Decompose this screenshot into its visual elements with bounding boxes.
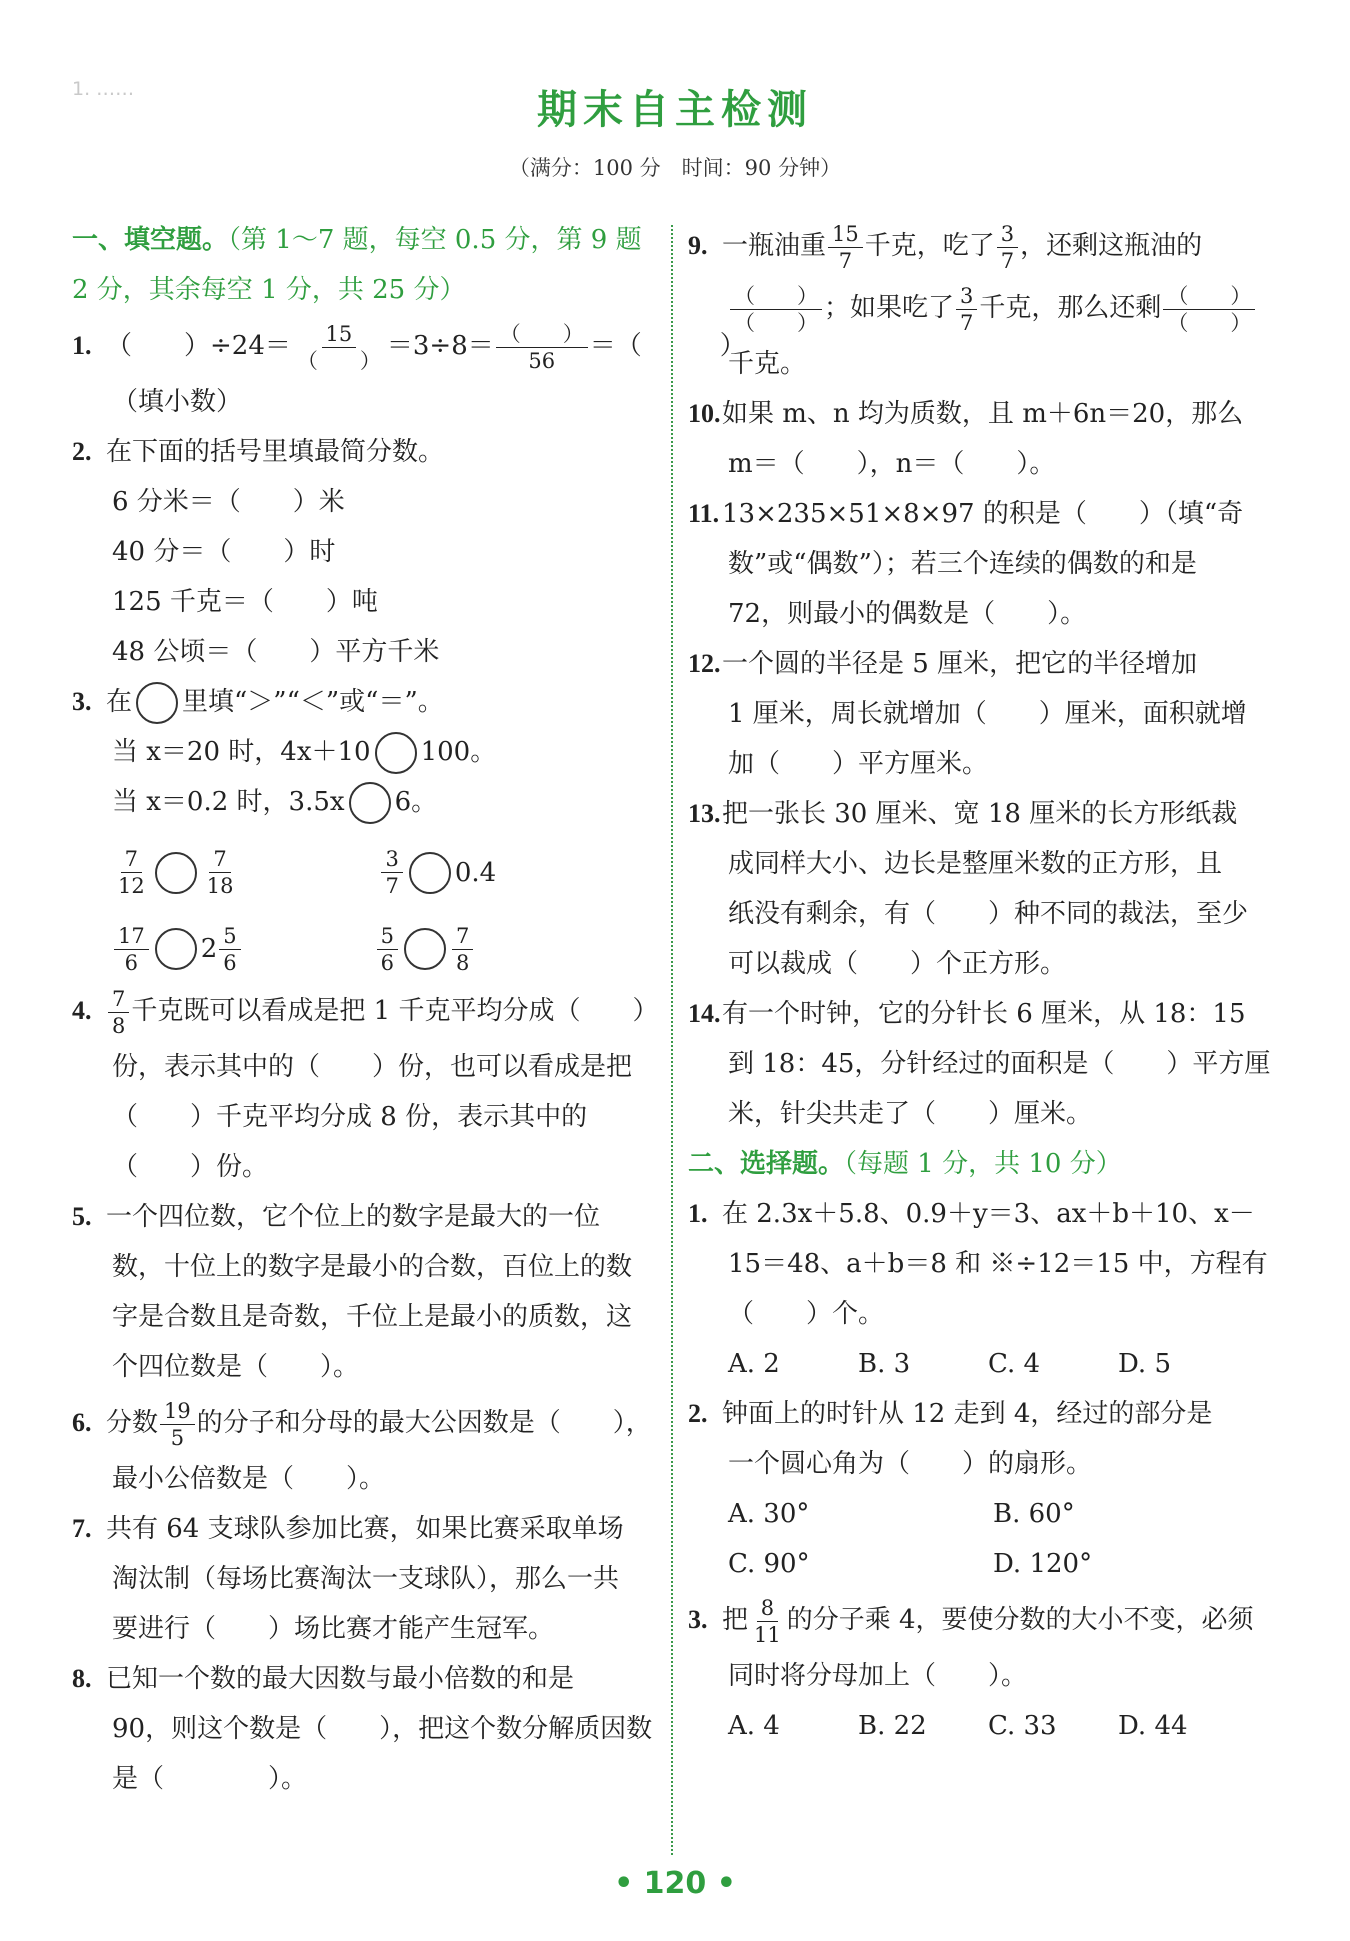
q4-l2: 份，表示其中的（ ）份，也可以看成是把: [112, 1052, 633, 1082]
right-column: [688, 215, 1271, 1751]
q9-fraction-2: [997, 221, 1018, 274]
q10-l2: m＝（ ），n＝（ ）。: [728, 449, 1056, 479]
frac-num: （ ）: [1163, 283, 1255, 310]
q1-mid: ＝3÷8＝: [386, 331, 494, 361]
q8-number: 8.: [72, 1664, 92, 1693]
q7-l3: 要进行（ ）场比赛才能产生冠军。: [112, 1614, 555, 1644]
q10: [688, 389, 1268, 439]
q9-d: ；如果吃了: [824, 293, 955, 323]
q3-pair-3: [112, 918, 243, 980]
q9: [688, 215, 1268, 277]
q6-post: 的分子和分母的最大公因数是（ ），: [196, 1408, 652, 1438]
c3-option-d[interactable]: D. 44: [1118, 1711, 1188, 1741]
q1-frac1-num: 15: [322, 321, 357, 348]
fraction: [203, 846, 238, 899]
c2-l2: 一个圆心角为（ ）的扇形。: [728, 1449, 1093, 1479]
q3-pair-4: [375, 923, 476, 976]
frac-den: 8: [456, 950, 470, 975]
c2-number: 2.: [688, 1399, 708, 1428]
frac-num: 7: [121, 846, 142, 873]
q3-text-b: 里填“＞”“＜”或“＝”。: [182, 687, 444, 717]
q3-pair-2: [379, 842, 496, 904]
c3-option-a[interactable]: A. 4: [728, 1711, 780, 1741]
c3-number: 3.: [688, 1605, 708, 1634]
q7-l1: 共有 64 支球队参加比赛，如果比赛采取单场: [106, 1514, 624, 1544]
answer-circle[interactable]: [375, 732, 417, 774]
c2-option-d[interactable]: D. 120°: [993, 1549, 1093, 1579]
q8-l1: 已知一个数的最大因数与最小倍数的和是: [106, 1664, 575, 1694]
frac-num: 3: [956, 283, 977, 310]
q13: [688, 789, 1268, 839]
q7: [72, 1504, 657, 1554]
q2: [72, 427, 657, 477]
section1-note: （第 1～7 题，每空 0.5 分，第 9 题: [228, 225, 642, 255]
q4-fraction: [108, 986, 129, 1039]
frac-den: （ ）: [1167, 310, 1252, 335]
c3: [688, 1589, 1268, 1651]
q2-text: 在下面的括号里填最简分数。: [106, 437, 445, 467]
frac-num: 5: [219, 923, 240, 950]
q5-l4: 个四位数是（ ）。: [112, 1352, 360, 1382]
frac-den: 7: [385, 874, 399, 898]
q10-number: 10.: [688, 399, 721, 428]
c1-option-b[interactable]: B. 3: [858, 1349, 911, 1379]
q9-l3: 千克。: [728, 349, 807, 379]
frac-den: 12: [118, 874, 145, 898]
q3-p3-whole: 2: [200, 934, 218, 964]
frac-num: 17: [114, 923, 149, 950]
q1-line2: （填小数）: [112, 387, 243, 417]
frac-den: 7: [838, 248, 853, 273]
c3-post: 的分子乘 4，要使分数的大小不变，必须: [786, 1605, 1254, 1635]
q11-l1: 13×235×51×8×97 的积是（ ）（填“奇: [722, 499, 1244, 529]
frac-den: （ ）: [734, 310, 818, 335]
q13-l4: 可以裁成（ ）个正方形。: [728, 949, 1067, 979]
frac-den: 7: [1000, 248, 1015, 273]
q5: [72, 1192, 657, 1242]
q8-l2: 90，则这个数是（ ），把这个数分解质因数: [112, 1714, 653, 1744]
q11-number: 11.: [688, 499, 720, 528]
answer-circle[interactable]: [404, 928, 446, 970]
fraction: [381, 846, 402, 899]
page-number: • 120 •: [614, 1866, 736, 1901]
q5-l2: 数，十位上的数字是最小的合数，百位上的数: [112, 1252, 633, 1282]
q12: [688, 639, 1268, 689]
page-title: 期末自主检测: [537, 87, 813, 133]
q9-blank-fraction-1[interactable]: [730, 283, 822, 336]
q9-fraction-1: [828, 221, 863, 274]
q3-line1: [72, 727, 657, 777]
q1-fraction-2: [496, 321, 588, 374]
frac-num: 3: [997, 221, 1018, 248]
q2-number: 2.: [72, 437, 92, 466]
q1-number: 1.: [72, 331, 92, 360]
section2-title: 二、选择题。: [688, 1149, 845, 1179]
q9-e: 千克，那么还剩: [979, 293, 1162, 323]
q12-l3: 加（ ）平方厘米。: [728, 749, 989, 779]
frac-den: 6: [223, 950, 237, 975]
q1-frac2-num: （ ）: [496, 321, 588, 348]
c3-pre: 把: [722, 1605, 749, 1635]
c3-options: [688, 1701, 1268, 1751]
q4: [72, 980, 657, 1042]
q3-pair-1: [112, 846, 239, 899]
q13-l2: 成同样大小、边长是整厘米数的正方形，且: [728, 849, 1223, 879]
q3-l1-a: 当 x＝20 时，4x＋10: [112, 737, 371, 767]
q5-l3: 字是合数且是奇数，千位上是最小的质数，这: [112, 1302, 633, 1332]
q6-number: 6.: [72, 1408, 92, 1437]
q3-p2-b: 0.4: [454, 857, 497, 888]
column-divider: [671, 225, 673, 1855]
frac-num: （ ）: [730, 283, 822, 310]
section2-heading: [688, 1139, 1268, 1189]
q4-l1: 千克既可以看成是把 1 千克平均分成（ ）: [131, 996, 659, 1026]
c2-options-1: [688, 1489, 1268, 1539]
frac-num: 3: [381, 846, 402, 873]
q1-tail: ＝（ ）: [589, 331, 746, 361]
c3-option-c[interactable]: C. 33: [988, 1711, 1057, 1741]
section2-note: （每题 1 分，共 10 分）: [844, 1149, 1122, 1179]
q6-l2: 最小公倍数是（ ）。: [112, 1464, 386, 1494]
c1-l1: 在 2.3x＋5.8、0.9＋y＝3、ax＋b＋10、x－: [722, 1199, 1255, 1229]
c1-option-c[interactable]: C. 4: [988, 1349, 1041, 1379]
q13-number: 13.: [688, 799, 721, 828]
q3-line2: [72, 777, 657, 827]
q3: [72, 677, 657, 727]
q14-l2: 到 18：45，分针经过的面积是（ ）平方厘: [728, 1049, 1271, 1079]
faint-mark: 1. ……: [72, 78, 135, 100]
q2-item-3: 125 千克＝（ ）吨: [112, 587, 378, 617]
q1-frac1-den: （ ）: [296, 348, 381, 373]
c3-option-b[interactable]: B. 22: [858, 1711, 927, 1741]
c1-l3: （ ）个。: [728, 1299, 885, 1329]
q8: [72, 1654, 657, 1704]
frac-num: 7: [108, 986, 129, 1013]
q6-fraction: [160, 1398, 195, 1451]
q3-l2-a: 当 x＝0.2 时，3.5x: [112, 787, 345, 817]
frac-num: 15: [828, 221, 863, 248]
q9-fraction-3: [956, 283, 977, 336]
frac-num: 19: [160, 1398, 195, 1425]
answer-circle[interactable]: [155, 928, 197, 970]
q9-a: 一瓶油重: [722, 231, 827, 261]
q14-number: 14.: [688, 999, 721, 1028]
q1-fraction-1: [293, 321, 385, 374]
q4-l3: （ ）千克平均分成 8 份，表示其中的: [112, 1102, 588, 1132]
frac-den: 7: [960, 310, 974, 335]
c2-options-2: [688, 1539, 1268, 1589]
c3-l2: 同时将分母加上（ ）。: [728, 1661, 1028, 1691]
q11-l3: 72，则最小的偶数是（ ）。: [728, 599, 1087, 629]
q11-l2: 数”或“偶数”）；若三个连续的偶数的和是: [728, 549, 1197, 579]
q13-l3: 纸没有剩余，有（ ）种不同的裁法，至少: [728, 899, 1249, 929]
answer-circle[interactable]: [155, 852, 197, 894]
q14-l1: 有一个时钟，它的分针长 6 厘米，从 18：15: [722, 999, 1246, 1029]
q3-l2-b: 6。: [394, 787, 438, 817]
q10-l1: 如果 m、n 均为质数，且 m＋6n＝20，那么: [722, 399, 1244, 429]
q4-l4: （ ）份。: [112, 1152, 269, 1182]
q2-item-1: 6 分米＝（ ）米: [112, 487, 345, 517]
q3-text-a: 在: [106, 687, 133, 717]
c1-options: [688, 1339, 1268, 1389]
q9-b: 千克，吃了: [864, 231, 995, 261]
q1-frac2-den: 56: [528, 348, 556, 373]
frac-num: 7: [452, 923, 473, 950]
c1: [688, 1189, 1268, 1239]
q2-item-4: 48 公顷＝（ ）平方千米: [112, 637, 440, 667]
q9-blank-fraction-2[interactable]: [1163, 283, 1255, 336]
q9-line2: [688, 277, 1268, 339]
q12-l2: 1 厘米，周长就增加（ ）厘米，面积就增: [728, 699, 1247, 729]
frac-num: 7: [209, 846, 230, 873]
c2-option-a[interactable]: A. 30°: [728, 1499, 810, 1529]
q7-l2: 淘汰制（每场比赛淘汰一支球队），那么一共: [112, 1564, 620, 1594]
frac-den: 5: [170, 1425, 185, 1450]
q6: [72, 1392, 657, 1454]
fraction: [452, 923, 473, 976]
fraction: [114, 846, 149, 899]
q6-pre: 分数: [106, 1408, 159, 1438]
section1-title: 一、填空题。: [72, 225, 229, 255]
frac-den: 6: [380, 950, 395, 975]
fraction: [114, 923, 149, 976]
frac-num: 5: [377, 923, 398, 950]
c2-option-c[interactable]: C. 90°: [728, 1549, 810, 1579]
section1-heading: [72, 215, 657, 265]
fraction: [377, 923, 398, 976]
c1-number: 1.: [688, 1199, 708, 1228]
q7-number: 7.: [72, 1514, 92, 1543]
section1-note-2: 2 分，其余每空 1 分，共 25 分）: [72, 275, 466, 305]
c2: [688, 1389, 1268, 1439]
answer-circle[interactable]: [409, 852, 451, 894]
c1-option-a[interactable]: A. 2: [728, 1349, 780, 1379]
q8-l3: 是（ ）。: [112, 1764, 308, 1794]
c3-fraction: [750, 1595, 785, 1648]
q14: [688, 989, 1268, 1039]
fraction: [219, 923, 240, 976]
q11: [688, 489, 1268, 539]
c2-l1: 钟面上的时针从 12 走到 4，经过的部分是: [722, 1399, 1213, 1429]
q14-l3: 米，针尖共走了（ ）厘米。: [728, 1099, 1093, 1129]
c1-l2: 15＝48、a＋b＝8 和 ※÷12＝15 中，方程有: [728, 1249, 1268, 1279]
frac-num: 8: [757, 1595, 778, 1622]
frac-den: 11: [754, 1622, 781, 1647]
q2-item-2: 40 分＝（ ）时: [112, 537, 336, 567]
frac-den: 8: [112, 1013, 126, 1038]
q3-number: 3.: [72, 687, 92, 716]
q5-number: 5.: [72, 1202, 92, 1231]
q5-l1: 一个四位数，它个位上的数字是最大的一位: [106, 1202, 601, 1232]
q1-open: （ ）÷24＝: [106, 331, 291, 361]
q1: [72, 315, 746, 377]
page-subtitle: （满分：100 分 时间：90 分钟）: [508, 156, 842, 180]
q9-c: ，还剩这瓶油的: [1020, 231, 1203, 261]
frac-den: 6: [124, 950, 139, 975]
q12-number: 12.: [688, 649, 721, 678]
q9-number: 9.: [688, 231, 708, 260]
q3-compare-row-1: [72, 827, 657, 904]
q3-compare-row-2: [72, 904, 657, 981]
q12-l1: 一个圆的半径是 5 厘米，把它的半径增加: [722, 649, 1198, 679]
q13-l1: 把一张长 30 厘米、宽 18 厘米的长方形纸裁: [722, 799, 1238, 829]
q3-l1-b: 100。: [420, 737, 497, 767]
answer-circle[interactable]: [136, 682, 178, 724]
c2-option-b[interactable]: B. 60°: [993, 1499, 1075, 1529]
q4-number: 4.: [72, 996, 92, 1025]
frac-den: 18: [206, 874, 234, 898]
c1-option-d[interactable]: D. 5: [1118, 1349, 1171, 1379]
answer-circle[interactable]: [349, 782, 391, 824]
